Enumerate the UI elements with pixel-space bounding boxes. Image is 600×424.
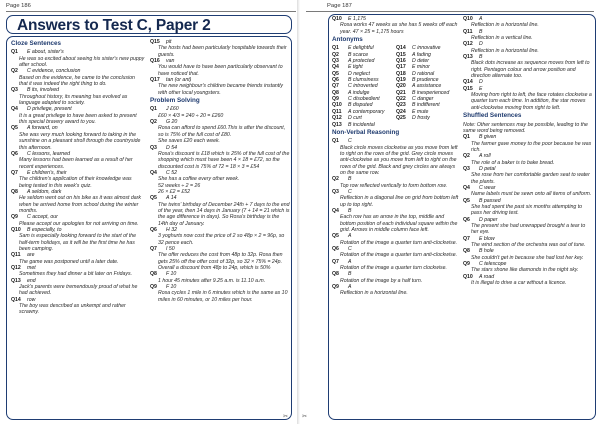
explanation-text: Reflection in a vertical line. [471, 35, 533, 42]
question-number: Q2 [11, 68, 18, 75]
answer-text: D [479, 79, 483, 86]
answer-item [11, 189, 145, 214]
question-number: Q2 [332, 51, 339, 58]
question-number: Q6 [332, 246, 339, 253]
answer-text: J £60 [166, 106, 179, 113]
question-number: Q10 [332, 16, 342, 22]
question-number: Q4 [11, 106, 18, 113]
explanation-text: Many lessons had been learned as a result of her recent experiences. [19, 157, 133, 170]
explanation-text: Each row has an arrow in the top, middle and bottom position of each individual square within the grid. Arrows in middle column face left. [340, 214, 458, 233]
explanation-text: Reflection in a horizontal line. [340, 290, 408, 297]
answer-text: B hole [479, 248, 494, 255]
question-number: Q6 [150, 226, 157, 233]
answer-text: B especially, to [27, 226, 62, 233]
question-number: Q3 [463, 165, 470, 172]
explanation-text: Black circle moves clockwise as you move from left to right on the rows of the grid. Grey circle moves anti-clockwise as you move from left to right on the rows of the grid. Black and grey circles are always on the same row. [340, 144, 458, 176]
question-number: Q8 [332, 89, 339, 96]
answer-item [11, 227, 145, 252]
explanation-text: She rose from her comfortable garden seat to water the plants. [471, 172, 590, 185]
question-number: Q5 [332, 70, 339, 77]
answer-item [11, 278, 145, 297]
explanation-text: Rotation of the image a quarter turn anti-clockwise. [340, 239, 458, 246]
answer-item [463, 248, 593, 261]
answer-text: A contemporary [348, 108, 385, 115]
question-number: Q17 [150, 77, 160, 84]
cloze-continued-list [150, 39, 290, 96]
answer-item [11, 68, 145, 87]
cloze-heading: Cloze Sentences [11, 40, 62, 47]
answer-text: E tight [348, 64, 363, 71]
answer-text: B [348, 207, 352, 214]
question-number: Q24 [396, 108, 406, 115]
answer-item [11, 49, 145, 68]
explanation-text: Rotation of the image by a half turn. [340, 277, 423, 284]
question-number: Q2 [463, 153, 470, 160]
answer-item [332, 246, 460, 259]
question-number: Q10 [463, 273, 473, 280]
explanation-text: Name labels must be sewn onto all items of uniform. [471, 191, 592, 198]
explanation-text: She has a coffee every other week. [158, 176, 240, 183]
answer-text: A indulge [348, 89, 370, 96]
title-box [6, 15, 292, 34]
explanation-text: Reflection in a diagonal line on grid from bottom left up to top right. [340, 195, 459, 208]
answer-text: A [348, 284, 352, 291]
answer-text: B [479, 54, 483, 61]
explanation-text: The boy was described as unkempt and rather scrawny. [19, 303, 126, 316]
question-number: Q3 [332, 58, 339, 65]
answer-text: A fading [412, 51, 431, 58]
answer-text: pit [166, 39, 172, 45]
explanation-text: Based on the evidence, he came to the conclusion that it was indeed the right thing to do. [19, 74, 135, 88]
answer-line [332, 122, 396, 128]
answer-item [11, 252, 145, 265]
answer-text: B prudence [412, 77, 439, 84]
explanation-text: Reflection in a horizontal line. [471, 47, 539, 54]
answer-item [150, 119, 290, 144]
question-number: Q13 [11, 277, 21, 284]
problem-heading: Problem Solving [150, 97, 200, 105]
question-number: Q5 [150, 195, 157, 202]
answer-item [332, 208, 460, 233]
nonverbal-heading: Non-Verbal Reasoning [332, 128, 400, 136]
answer-text: C [348, 138, 352, 145]
answer-text: B disputed [348, 102, 373, 109]
question-number: Q14 [396, 45, 406, 52]
header-rule-right [306, 11, 594, 12]
nonverbal-list [332, 138, 460, 297]
explanation-text: He seldom went out on his bike as it was almost dark when he arrived home from school during the winter months. [19, 195, 141, 214]
answer-text: C lessons, learned [27, 150, 70, 157]
working-line: £60 × 4/3 = 240 ÷ 20 = £260 [158, 112, 224, 119]
explanation-text: She was very much looking forward to taking in the sunshine on a pleasant stroll through the countryside this afternoon. [19, 131, 141, 151]
explanation-text: 1 hour 45 minutes after 9.25 a.m. is 11.10 a.m. [158, 277, 266, 284]
answer-text: B [348, 271, 352, 278]
shuffled-note: Note: Other sentences may be possible, leading to the same word being removed. [463, 121, 588, 134]
answer-text: row [27, 296, 36, 303]
explanation-text: Throughout history, its meaning has evolved as language adapted to society. [19, 93, 128, 107]
answer-item [150, 39, 290, 58]
answer-text: B its, involved [27, 87, 60, 94]
answer-text: tan (or ant) [166, 77, 192, 84]
question-number: Q1 [332, 138, 339, 145]
antonyms-right-list [396, 45, 460, 127]
answer-text: B [348, 176, 352, 183]
answer-item [463, 185, 593, 198]
question-number: Q18 [396, 70, 406, 77]
question-number: Q16 [150, 58, 160, 65]
question-number: Q8 [150, 271, 157, 278]
answer-item [150, 58, 290, 77]
answer-text: D rational [412, 70, 435, 77]
answer-item [332, 271, 460, 284]
answer-item [463, 261, 593, 274]
question-number: Q17 [396, 64, 406, 71]
answer-text: C danger [412, 96, 434, 103]
question-number: Q11 [332, 108, 342, 115]
question-number: Q11 [11, 252, 21, 259]
question-number: Q1 [332, 45, 339, 52]
question-number: Q6 [11, 150, 18, 157]
question-number: Q15 [463, 85, 473, 92]
answer-item [332, 189, 460, 208]
question-number: Q7 [150, 246, 157, 252]
answer-text: C [348, 188, 352, 195]
question-number: Q9 [332, 284, 339, 291]
answer-item [11, 265, 145, 278]
answer-text: are [27, 252, 35, 259]
answer-text: E [479, 85, 483, 92]
explanation-text: It is a great privilege to have been asked to present this special bravery award to you. [19, 112, 137, 126]
question-number: Q25 [396, 115, 406, 122]
answer-text: H 32 [166, 226, 177, 233]
question-number: Q13 [463, 54, 473, 61]
answer-text: I 50 [166, 246, 175, 252]
antonyms-left-list [332, 45, 396, 127]
explanation-text: He was so excited about seeing his sister's new puppy after school. [19, 55, 145, 69]
answer-text: A [348, 233, 352, 240]
problem-list [150, 106, 290, 303]
answer-item [463, 198, 593, 217]
answer-item [150, 271, 290, 284]
right-page [300, 0, 600, 424]
answer-text: C [348, 246, 352, 253]
answer-item [332, 259, 460, 272]
question-number: Q8 [11, 188, 18, 195]
answer-text: D [479, 41, 483, 48]
question-number: Q3 [332, 188, 339, 195]
question-number: Q12 [11, 265, 21, 272]
explanation-text: It is illegal to drive a car without a licence. [471, 280, 567, 287]
answer-text: D deter [412, 58, 430, 65]
answer-text: D curt [348, 115, 362, 122]
answer-text: B inexperienced [412, 89, 450, 96]
question-number: Q8 [332, 271, 339, 278]
question-number: Q13 [332, 121, 342, 128]
question-number: Q22 [396, 96, 406, 103]
question-number: Q9 [332, 96, 339, 103]
page-number-left: Page 186 [6, 3, 31, 9]
question-number: Q3 [11, 87, 18, 94]
answer-text: E blow [479, 235, 495, 242]
question-number: Q16 [396, 58, 406, 65]
answer-item [463, 134, 593, 153]
explanation-text: The children's application of their knowledge was being tested in this week's quiz. [19, 176, 132, 189]
question-number: Q14 [463, 79, 473, 86]
answer-text: B scarce [348, 51, 369, 58]
right-column-1 [332, 16, 460, 418]
answer-item [463, 29, 593, 42]
answer-item [150, 284, 290, 303]
question-number: Q9 [150, 284, 157, 291]
question-number: Q14 [11, 296, 21, 303]
nonverbal-continued-list [463, 16, 593, 111]
question-number: Q9 [11, 214, 18, 221]
answer-text: A seldom, dark [27, 188, 62, 195]
answer-text: B incidental [348, 121, 375, 128]
answer-text: A forward, on [27, 125, 58, 132]
explanation-text: The twins' birthday of December 24th + 7 days to the end of the year, then 14 days in January (7 + 14 = 21 which is the age difference in days). So Rosa's birthday is the 14th day of January. [158, 201, 290, 227]
problem-continued-list [332, 16, 460, 35]
answer-item [150, 77, 290, 96]
answer-text: A road [479, 273, 495, 280]
answer-item [332, 122, 396, 128]
question-number: Q3 [150, 144, 157, 151]
answer-text: E about, sister's [27, 49, 64, 56]
answer-text: F 10 [166, 284, 177, 291]
answer-text: A 14 [166, 195, 177, 202]
answer-item [150, 195, 290, 227]
explanation-text: The hosts had been particularly hospitable towards their guests. [158, 45, 287, 58]
explanation-text: Rosa works 47 weeks as she has 5 weeks off each year. 47 × 25 = 1,175 hours [340, 22, 458, 35]
answer-text: C introverted [348, 83, 378, 90]
answer-text: E 1,175 [348, 16, 366, 22]
question-number: Q2 [150, 119, 157, 126]
explanation-text: The wind section of the orchestra was out of tune. [471, 242, 586, 249]
answer-item [463, 54, 593, 79]
answer-text: B indifferent [412, 102, 440, 109]
explanation-text: Black dots increase as sequence moves from left to right. Pentagon colour and arrow position and direction alternate too. [471, 60, 590, 80]
answer-item [150, 106, 290, 119]
page-number-right: Page 187 [327, 3, 352, 9]
question-number: Q10 [463, 16, 473, 22]
answer-item [332, 233, 460, 246]
answer-item [11, 125, 145, 150]
answer-item [150, 246, 290, 271]
explanation-text: Rotation of the image a quarter turn anti-clockwise. [340, 252, 458, 259]
answer-text: A [348, 258, 352, 265]
working-line: 26 × £2 = £52 [158, 188, 191, 195]
explanation-text: Please accept our apologies for not arriving on time. [19, 220, 139, 227]
answer-item [463, 41, 593, 54]
answer-item [150, 145, 290, 170]
cloze-list [11, 49, 145, 315]
answer-item [463, 217, 593, 236]
question-number: Q7 [463, 235, 470, 242]
answer-text: B [479, 28, 483, 35]
answer-text: D neglect [348, 70, 370, 77]
answer-item [11, 151, 145, 170]
answer-item [463, 86, 593, 111]
answer-item [11, 297, 145, 316]
answer-text: B passed [479, 197, 501, 204]
answer-item [463, 153, 593, 166]
explanation-text: Sometimes they had dinner a bit later on Fridays. [19, 271, 133, 278]
explanation-text: Top row reflected vertically to form bottom row. [340, 182, 448, 189]
question-number: Q5 [332, 233, 339, 240]
explanation-text: Rotation of the image a quarter turn clockwise. [340, 265, 447, 272]
answer-item [396, 115, 460, 121]
answer-text: B given [479, 134, 497, 141]
answer-text: G 20 [166, 119, 178, 126]
answer-item [11, 106, 145, 125]
answer-text: A roll [479, 153, 491, 160]
explanation-text: She couldn't get in because she had lost her key. [471, 254, 584, 261]
explanation-text: 3 yoghurts now cost the price of 2 so 48p × 2 = 96p, so 32 pence each. [158, 233, 285, 246]
answer-text: A assistance [412, 83, 442, 90]
answer-item [463, 16, 593, 29]
answer-item [11, 214, 145, 227]
question-number: Q19 [396, 77, 406, 84]
answer-text: B clumsiness [348, 77, 379, 84]
explanation-text: Jack's parents were tremendously proud of what he had achieved. [19, 284, 138, 297]
explanation-text: Sam is especially looking forward to the start of the half-term holidays, as it will be the first time he has been camping. [19, 233, 137, 252]
question-number: Q6 [463, 216, 470, 223]
question-number: Q4 [332, 64, 339, 71]
question-number: Q7 [332, 83, 339, 90]
question-number: Q4 [332, 207, 339, 214]
answer-text: F 10 [166, 271, 177, 278]
answer-text: C telescope [479, 261, 507, 268]
working-line: 52 weeks ÷ 2 = 26 [158, 182, 201, 189]
question-number: Q2 [332, 176, 339, 183]
question-number: Q1 [150, 106, 157, 113]
problem-column [150, 39, 290, 417]
answer-item [332, 138, 460, 176]
answer-item [150, 170, 290, 195]
question-number: Q10 [332, 102, 342, 109]
question-number: Q6 [332, 77, 339, 84]
answer-text: van [166, 58, 175, 65]
explanation-text: Rosa cycles 1 mile in 6 minutes which is the same as 10 miles in 60 minutes, or 10 miles per hour. [158, 290, 288, 303]
answer-text: D frosty [412, 115, 430, 122]
scissors-icon: ✂ [283, 414, 289, 420]
question-number: Q1 [463, 134, 470, 141]
answer-item [332, 284, 460, 297]
answer-item [332, 16, 460, 35]
question-number: Q5 [463, 197, 470, 204]
answer-text: A [479, 16, 483, 22]
answer-text: C 52 [166, 169, 177, 176]
explanation-text: The farmer gave money to the poor because he was rich. [471, 140, 592, 153]
explanation-text: Moving from right to left, the face rotates clockwise a quarter turn each time. In addition, the star moves anti-clockwise moving from right to left. [471, 92, 592, 111]
question-number: Q12 [463, 41, 473, 48]
answer-item [463, 236, 593, 249]
answer-text: end [27, 277, 36, 284]
question-number: Q23 [396, 102, 406, 109]
question-number: Q12 [332, 115, 342, 122]
explanation-text: The stars shone like diamonds in the night sky. [471, 267, 579, 274]
answer-text: E mute [412, 108, 429, 115]
answer-text: C wear [479, 184, 496, 191]
question-number: Q7 [11, 169, 18, 176]
cloze-column [11, 39, 145, 417]
question-number: Q10 [11, 226, 21, 233]
question-number: Q11 [463, 28, 473, 35]
explanation-text: Rosa can afford to spend £60.This is after the discount, so is 75% of the full cost of £80. [158, 125, 286, 138]
question-number: Q7 [332, 258, 339, 265]
question-number: Q20 [396, 83, 406, 90]
answer-text: C evidence, conclusion [27, 68, 81, 75]
explanation-text: Reflection in a horizontal line. [471, 22, 539, 29]
answer-item [11, 87, 145, 106]
explanation-text: The offer reduces the cost from 48p to 32p. Rosa then gets 25% off the offer cost of 32p, so 32 × 75% = 24p. Overall a discount from 48p to 24p, which is 50% [158, 252, 283, 272]
answer-text: C accept, our [27, 214, 58, 221]
answer-line [396, 115, 460, 121]
question-number: Q4 [150, 169, 157, 176]
question-number: Q9 [463, 261, 470, 268]
question-number: Q15 [396, 51, 406, 58]
explanation-text: The new neighbour's children became friends instantly with other local youngsters. [158, 83, 283, 96]
answer-text: A protected [348, 58, 375, 65]
answer-item [463, 166, 593, 185]
antonyms-heading: Antonyms [332, 36, 363, 44]
question-number: Q8 [463, 248, 470, 255]
answer-text: met [27, 265, 36, 272]
answer-text: E minor [412, 64, 430, 71]
explanation-text: She had spent the past six months attempting to pass her driving test. [471, 203, 583, 217]
question-number: Q5 [11, 125, 18, 132]
page-title: Answers to Test C, Paper 2 [17, 17, 211, 34]
answer-text: D paper [479, 216, 498, 223]
explanation-text: The role of a baker is to bake bread. [471, 159, 555, 166]
explanation-text: You would have to have been particularly observant to have noticed that. [158, 64, 283, 77]
shuffled-heading: Shuffled Sentences [463, 112, 522, 120]
answer-text: D 54 [166, 144, 177, 151]
answer-item [332, 176, 460, 189]
question-number: Q4 [463, 184, 470, 191]
explanation-text: Rosa's discount is £18 which is 25% of the full cost of the shopping which must have been 4 × 18 = £72, so the discounted cost is 75% of 72 = 18 × 3 = £54 [158, 150, 290, 170]
header-rule-left [6, 11, 296, 12]
right-column-2 [463, 16, 593, 418]
answer-text: D petal [479, 165, 496, 172]
answer-item [463, 274, 593, 287]
answer-text: C innovative [412, 45, 441, 52]
question-number: Q21 [396, 89, 406, 96]
antonyms-grid [332, 45, 460, 127]
question-number: Q1 [11, 49, 18, 56]
answer-text: E delightful [348, 45, 374, 52]
shuffled-list [463, 134, 593, 286]
answer-text: E children's, their [27, 169, 67, 176]
answer-text: C disobedient [348, 96, 380, 103]
answer-text: D privilege, present [27, 106, 72, 113]
explanation-text: The game was postponed until a later date. [19, 258, 119, 265]
question-number: Q15 [150, 39, 160, 45]
answer-item [150, 227, 290, 246]
scissors-icon: ✂ [302, 414, 308, 420]
answer-item [11, 170, 145, 189]
working-line: She saves £20 each week. [158, 138, 221, 145]
explanation-text: The present she had unwrapped brought a tear to her eye. [471, 223, 586, 236]
